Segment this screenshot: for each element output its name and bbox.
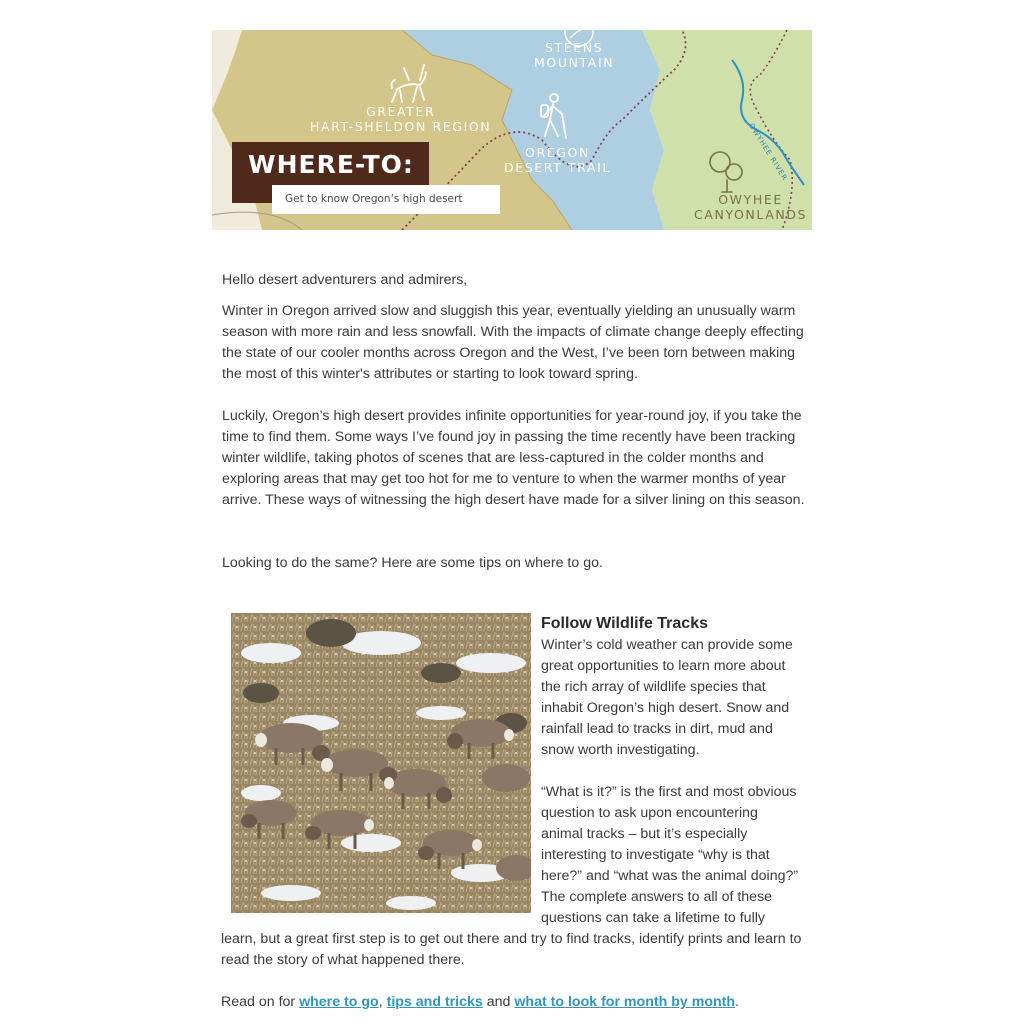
steens-mountain-label: STEENS MOUNTAIN	[534, 40, 615, 70]
bighorn-sheep-photo[interactable]	[231, 613, 531, 913]
owyhee-canyonlands-label: OWYHEE CANYONLANDS	[694, 192, 808, 222]
section-title: Follow Wildlife Tracks	[541, 615, 708, 632]
wildlife-paragraph-2: “What is it?” is the first and most obvious question to ask upon encountering animal tracks – but it’s especially interesting to investigate “why is that here?” and “what was the animal doing?” The complete answers to all of these questions can take a lifetime to fully	[541, 784, 799, 926]
where-to-subtitle: Get to know Oregon’s high desert	[272, 185, 500, 214]
read-on-separator: and	[482, 994, 515, 1010]
where-to-go-link[interactable]: where to go	[299, 994, 379, 1010]
where-to-banner[interactable]	[212, 30, 812, 230]
read-on-line	[221, 992, 739, 1013]
where-to-title: WHERE-TO:	[248, 150, 414, 179]
oregon-desert-trail-label: OREGON DESERT TRAIL	[504, 145, 611, 175]
read-on-separator: ,	[378, 994, 387, 1010]
intro-paragraph-1: Winter in Oregon arrived slow and sluggish this year, eventually yielding an unusually warm season with more rain and less snowfall. With the impacts of climate change deeply effecting the state of our cooler months across Oregon and the West, I’ve been torn between making the most of this winter's attributes or starting to look toward spring.	[222, 303, 804, 382]
read-on-prefix: Read on for	[221, 994, 300, 1010]
read-on-suffix: .	[735, 994, 739, 1010]
greeting: Hello desert adventurers and admirers,	[222, 272, 468, 288]
tips-and-tricks-link[interactable]: tips and tricks	[386, 994, 483, 1010]
intro-paragraph-2: Luckily, Oregon’s high desert provides infinite opportunities for year-round joy, if you take the time to find them. Some ways I’ve found joy in passing the time recently have been tracking winter wildlife, taking photos of scenes that are less-captured in the colder months and exploring areas that may get too hot for me to venture to when the warmer months of year arrive. These ways of witnessing the high desert have made for a silver lining on this season.	[222, 408, 805, 508]
hart-sheldon-label: GREATER HART-SHELDON REGION	[310, 104, 492, 134]
owyhee-river-label: OWYHEE RIVER	[747, 122, 789, 183]
wildlife-paragraph-3: learn, but a great first step is to get out there and try to find tracks, identify prints and learn to read the story of what happened there.	[221, 931, 802, 968]
month-by-month-link[interactable]: what to look for month by month	[514, 994, 736, 1010]
intro-paragraph-3: Looking to do the same? Here are some tips on where to go.	[222, 555, 603, 571]
wildlife-paragraph-1: Winter’s cold weather can provide some great opportunities to learn more about the rich array of wildlife species that inhabit Oregon’s high desert. Snow and rainfall lead to tracks in dirt, mud and snow worth investigating.	[541, 637, 793, 758]
